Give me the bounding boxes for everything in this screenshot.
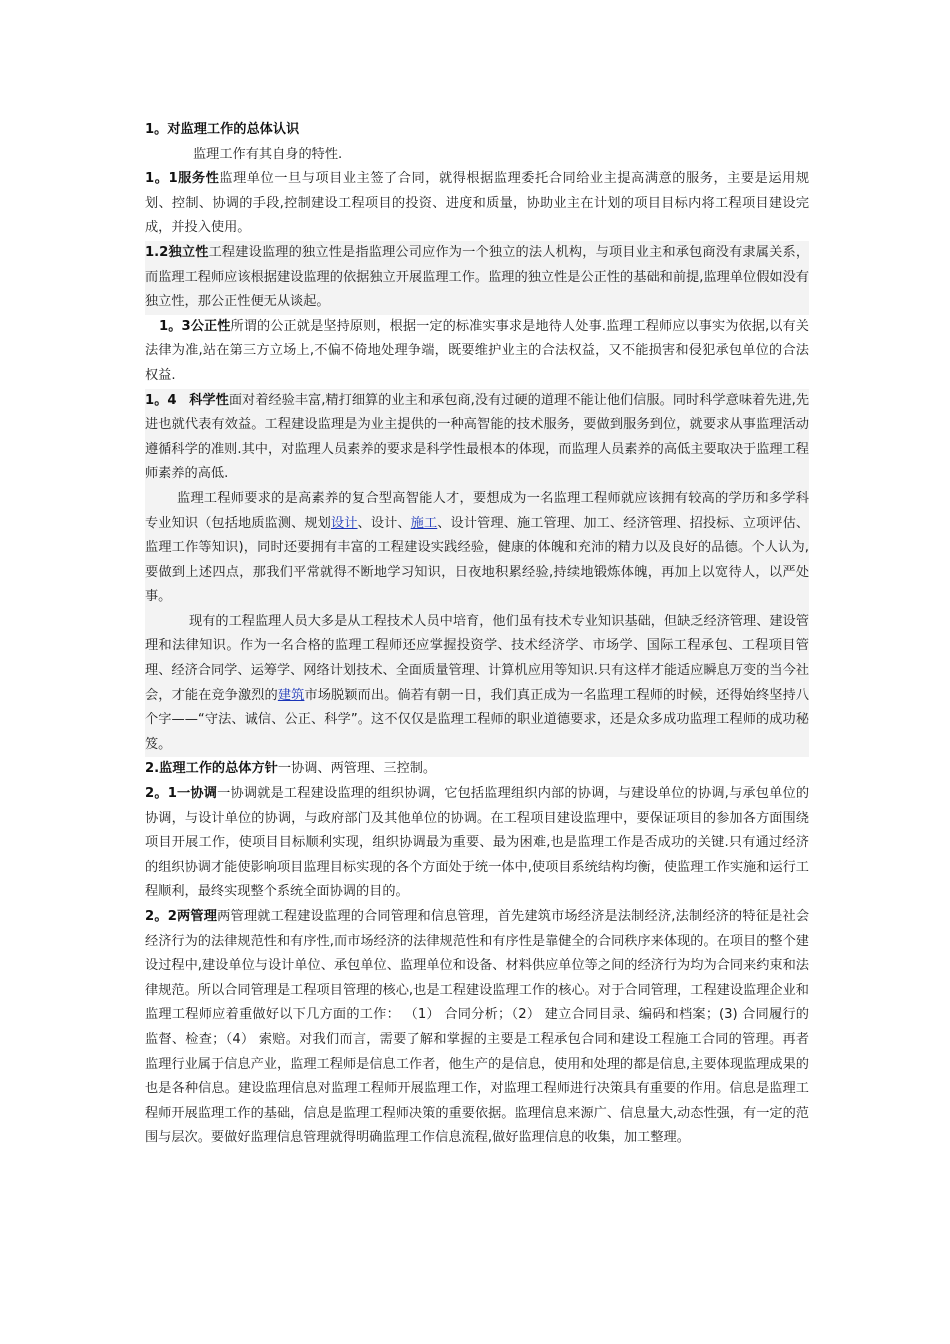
- section-2-text: 一协调、两管理、三控制。: [277, 761, 437, 777]
- document-body: [145, 118, 809, 1151]
- section-1-1-label: 服务性: [177, 171, 220, 187]
- link-construction[interactable]: 施工: [410, 515, 438, 531]
- current-staff-text-1: 现有的工程监理人员大多是从工程技术人员中培育，他们虽有技术专业知识基础，但缺乏经济管理、建设管理和法律知识。作为一名合格的监理工程师还应掌握投资学、技术经济学、市场学、国际工程承包、工程项目管理、经济合同学、运筹学、网络计划技术、全面质量管理、计算机应用等知识.只有这样才能适应瞬息万变的当今社会，才能在竞争激烈的: [145, 613, 809, 703]
- link-architecture[interactable]: 建筑: [277, 687, 305, 703]
- section-2-1-label: 一协调: [176, 786, 218, 802]
- requirements-text-1: 监理工程师要求的是高素养的复合型高智能人才，要想成为一名监理工程师就应该拥有较高的学历和多学科专业知识（包括地质监测、规划: [145, 490, 809, 531]
- section-1-3: [145, 315, 809, 389]
- section-2-label: 2.监理工作的总体方针: [145, 761, 278, 777]
- section-1-4: [145, 389, 809, 487]
- section-1-intro: 监理工作有其自身的特性.: [193, 146, 343, 162]
- section-1-4-number: 1。4: [145, 392, 177, 408]
- section-2-1-number: 2。1: [145, 786, 177, 802]
- section-1-title: 1。对监理工作的总体认识: [145, 122, 300, 137]
- section-1-1-number: 1。1: [145, 171, 178, 187]
- link-design[interactable]: 设计: [330, 515, 358, 531]
- requirements-text-2: 、设计、: [357, 515, 411, 531]
- paragraph-current-staff: [145, 610, 809, 758]
- section-1-1: [145, 167, 809, 241]
- section-1-4-label: 科学性: [189, 392, 229, 408]
- section-2-2-text: 两管理就工程建设监理的合同管理和信息管理，首先建筑市场经济是法制经济,法制经济的特征是社会经济行为的法律规范性和有序性,而市场经济的法律规范性和有序性是靠健全的合同秩序来体现的。在项目的整个建设过程中,建设单位与设计单位、承包单位、监理单位和设备、材料供应单位等之间的经济行为均为合同来约束和法律规范。所以合同管理是工程项目管理的核心,也是工程建设监理工作的核心。对于合同管理，工程建设监理企业和监理工程师应着重做好以下几方面的工作： （1） 合同分析；（2） 建立合同目录、编码和档案；(3) 合同履行的监督、检查；（4） 索赔。对我们而言，需要了解和掌握的主要是工程承包合同和建设工程施工合同的管理。再者监理行业属于信息产业，监理工程师是信息工作者，他生产的是信息，使用和处理的都是信息,主要体现监理成果的也是各种信息。建设监理信息对监理工程师开展监理工作，对监理工程师进行决策具有重要的作用。信息是监理工程师开展监理工作的基础，信息是监理工程师决策的重要依据。监理信息来源广、信息量大,动态性强，有一定的范围与层次。要做好监理信息管理就得明确监理工作信息流程,做好监理信息的收集，加工整理。: [145, 909, 810, 1146]
- requirements-text-3: 、设计管理、施工管理、加工、经济管理、招投标、立项评估、监理工作等知识)，同时还要拥有丰富的工程建设实践经验，健康的体魄和充沛的精力以及良好的品德。个人认为,要做到上述四点，那我们平常就得不断地学习知识，日夜地积累经验,持续地锻炼体魄，再加上以宽待人，以严处事。: [145, 515, 810, 605]
- section-2-1: [145, 782, 809, 905]
- section-2-1-text: 一协调就是工程建设监理的组织协调，它包括监理组织内部的协调，与建设单位的协调,与承包单位的协调，与设计单位的协调，与政府部门及其他单位的协调。在工程项目建设监理中，要保证项目的参加各方面围绕项目开展工作，使项目目标顺利实现，组织协调最为重要、最为困难,也是监理工作是否成功的关键.只有通过经济的组织协调才能使影响项目监理目标实现的各个方面处于统一体中,使项目系统结构均衡，使监理工作实施和运行工程顺利，最终实现整个系统全面协调的目的。: [145, 786, 810, 900]
- section-2-2: [145, 905, 809, 1151]
- section-2-2-label: 两管理: [176, 909, 218, 924]
- section-2: [145, 757, 809, 782]
- current-staff-text-2: 市场脱颖而出。倘若有朝一日，我们真正成为一名监理工程师的时候，还得始终坚持八个字——“守法、诚信、公正、科学”。这不仅仅是监理工程师的职业道德要求，还是众多成功监理工程师的成功秘笈。: [145, 687, 810, 752]
- section-1-2-text: 工程建设监理的独立性是指监理公司应作为一个独立的法人机构，与项目业主和承包商没有隶属关系，而监理工程师应该根据建设监理的依据独立开展监理工作。监理的独立性是公正性的基础和前提,监理单位假如没有独立性，那公正性便无从谈起。: [145, 244, 810, 310]
- section-1-2: [145, 241, 809, 315]
- section-2-2-number: 2。2: [145, 909, 177, 924]
- section-1-4-text: 面对着经验丰富,精打细算的业主和承包商,没有过硬的道理不能让他们信服。同时科学意味着先进,先进也就代表有效益。工程建设监理是为业主提供的一种高智能的技术服务，要做到服务到位，就要求从事监理活动遵循科学的准则.其中，对监理人员素养的要求是科学性最根本的体现，而监理人员素养的高低主要取决于监理工程师素养的高低.: [145, 392, 810, 482]
- section-1-3-label: 公正性: [190, 318, 231, 334]
- section-1-3-number: 1。3: [159, 318, 191, 334]
- section-1-1-text: 监理单位一旦与项目业主签了合同，就得根据监理委托合同给业主提高满意的服务，主要是运用规划、控制、协调的手段,控制建设工程项目的投资、进度和质量，协助业主在计划的项目目标内将工程项目建设完成，并投入使用。: [145, 171, 810, 236]
- section-1-2-number: 1.2: [145, 244, 169, 260]
- section-1-2-label: 独立性: [168, 244, 209, 260]
- section-1-3-text: 所谓的公正就是坚持原则，根据一定的标准实事求是地待人处事.监理工程师应以事实为依据,以有关法律为准,站在第三方立场上,不偏不倚地处理争端，既要维护业主的合法权益，又不能损害和侵犯承包单位的合法权益.: [145, 318, 809, 383]
- paragraph-engineer-requirements: [145, 487, 809, 610]
